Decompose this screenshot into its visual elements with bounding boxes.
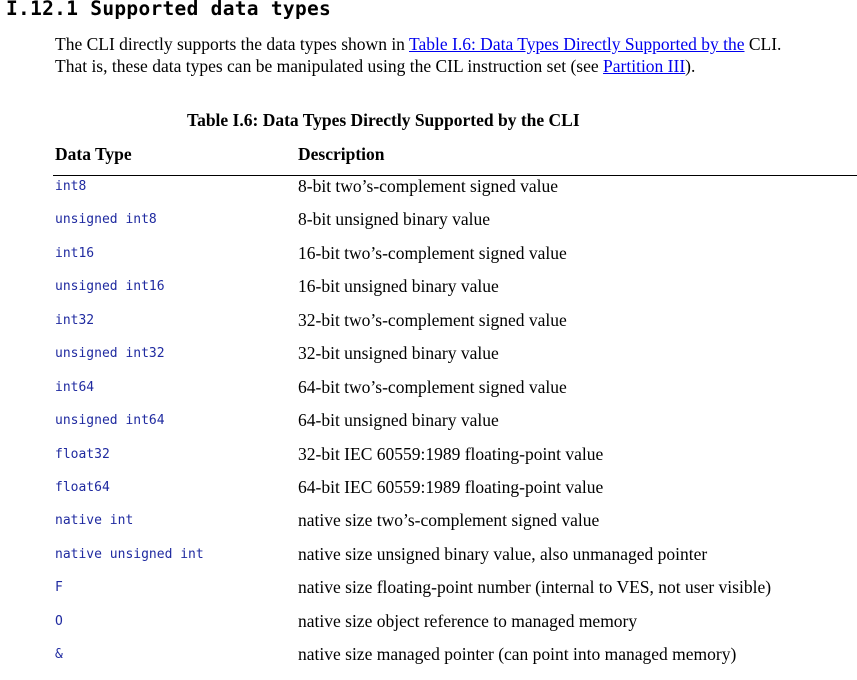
partition-iii-link[interactable]: Partition III (603, 56, 686, 76)
table-row (0, 377, 857, 410)
description-cell: 64-bit IEC 60559:1989 floating-point value (298, 476, 604, 497)
description-cell: 16-bit two’s-complement signed value (298, 242, 567, 263)
table-row (0, 644, 857, 677)
paragraph-text-1: The CLI directly supports the data types shown in (55, 34, 409, 54)
data-type-cell: native int (55, 513, 134, 529)
description-cell: native size object reference to managed memory (298, 610, 638, 631)
data-type-cell: int8 (55, 179, 87, 194)
description-cell: 32-bit IEC 60559:1989 floating-point value (298, 443, 604, 464)
intro-paragraph (55, 33, 815, 77)
data-type-cell: float32 (55, 446, 110, 462)
data-type-cell: int64 (55, 379, 95, 395)
column-header-description: Description (298, 144, 385, 164)
description-cell: 64-bit two’s-complement signed value (298, 376, 567, 397)
data-type-cell: int32 (55, 312, 95, 328)
data-type-cell: unsigned int8 (55, 212, 157, 228)
description-cell: native size managed pointer (can point into managed memory) (298, 644, 737, 665)
table-row (0, 611, 857, 644)
table-row (0, 310, 857, 343)
column-header-data-type: Data Type (55, 144, 132, 164)
description-cell: native size two’s-complement signed value (298, 510, 600, 531)
description-cell: 16-bit unsigned binary value (298, 276, 499, 297)
paragraph-text-2: CLI. That is, these data types can be manipulated using the CIL instruction set (see (55, 34, 782, 76)
table-row (0, 510, 857, 543)
table-row (0, 544, 857, 577)
description-cell: 64-bit unsigned binary value (298, 410, 499, 431)
table-row (0, 209, 857, 242)
table-row (0, 444, 857, 477)
table-row (0, 410, 857, 443)
description-cell: 8-bit two’s-complement signed value (298, 176, 559, 196)
data-type-cell: int16 (55, 245, 95, 261)
table-reference-link[interactable]: Table I.6: Data Types Directly Supported by the (409, 34, 745, 54)
data-type-cell: & (55, 647, 63, 663)
data-type-cell: unsigned int32 (55, 346, 165, 362)
data-type-cell: float64 (55, 479, 110, 495)
table-row (0, 243, 857, 276)
table-row (0, 477, 857, 510)
description-cell: 32-bit unsigned binary value (298, 343, 499, 364)
table-row (0, 343, 857, 376)
data-type-cell: unsigned int16 (55, 279, 165, 295)
data-type-cell: F (55, 580, 63, 596)
description-cell: 32-bit two’s-complement signed value (298, 309, 567, 330)
data-type-cell: unsigned int64 (55, 413, 165, 429)
data-type-cell: O (55, 613, 63, 629)
description-cell: native size floating-point number (internal to VES, not user visible) (298, 577, 772, 598)
table-row (0, 276, 857, 309)
section-heading: I.12.1 Supported data types (6, 0, 332, 20)
table-row (0, 176, 857, 209)
data-type-cell: native unsigned int (55, 546, 204, 562)
paragraph-text-3: ). (685, 56, 696, 76)
data-types-table-body (0, 176, 857, 678)
table-caption: Table I.6: Data Types Directly Supported by the CLI (187, 110, 580, 130)
description-cell: native size unsigned binary value, also unmanaged pointer (298, 543, 708, 564)
description-cell: 8-bit unsigned binary value (298, 209, 490, 230)
table-row (0, 577, 857, 610)
